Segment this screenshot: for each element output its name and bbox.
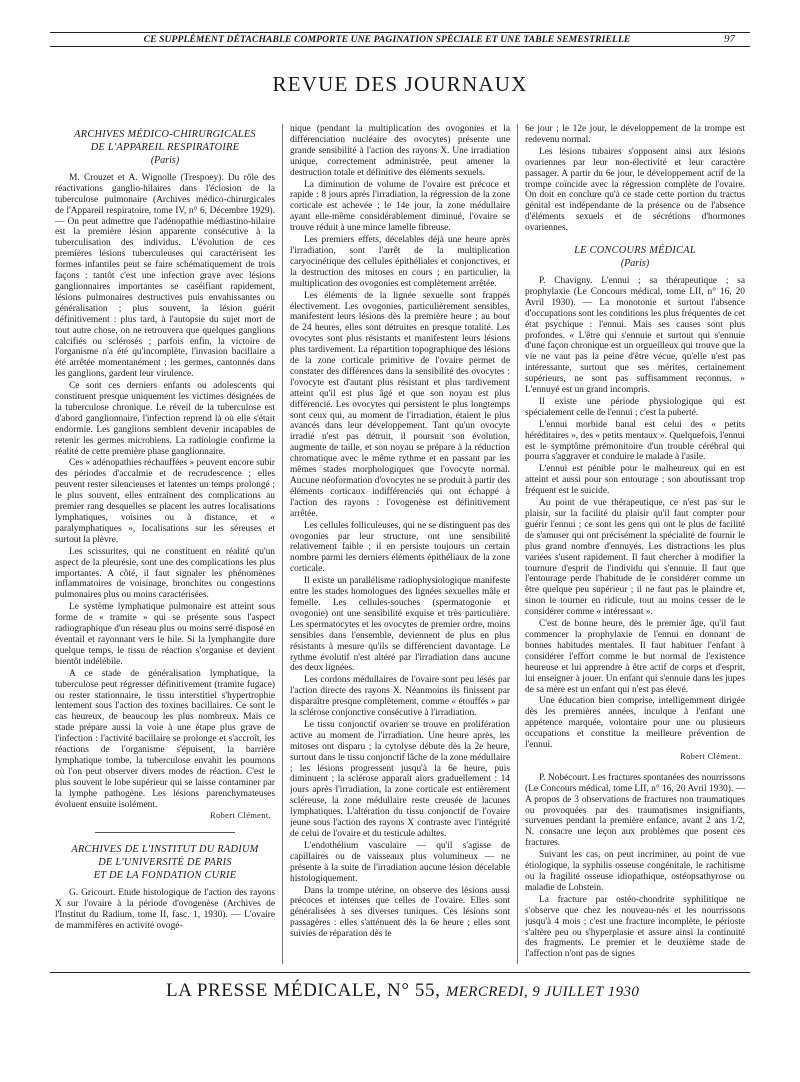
page-banner: CE SUPPLÉMENT DÉTACHABLE COMPORTE UNE PAGINATION SPÉCIALE ET UNE TABLE SEMESTRIELLE (143, 34, 631, 45)
paragraph: 6e jour ; le 12e jour, le développement de la trompe est redevenu normal. (525, 124, 745, 145)
paragraph: Il existe un parallélisme radiophysiologique manifeste entre les stades homologues des lignées sexuelles mâle et femelle. Les cellules-souches (spermatogonie et ovogonie) ont une sensibilité exquise et très particulière. Les spermatocytes et les ovocytes de premier ordre, moins sensibles dans l'ensemble, deviennent de plus en plus résistants à mesure qu'ils se différencient davantage. Le rythme évolutif n'est altéré par l'irradiation dans aucune des deux lignées. (290, 576, 510, 674)
paragraph: Les premiers effets, décelables déjà une heure après l'irradiation, sont l'arrêt de la multiplication caryocinétique des cellules épithéliales et conjonctives, et la destruction des mitoses en cours ; en particulier, la multiplication des ovogonies est complètement arrêtée. (290, 235, 510, 289)
journal-name: LA PRESSE MÉDICALE, N° 55, (166, 980, 441, 1001)
column-1 (55, 124, 275, 962)
journal-footer (166, 980, 639, 1002)
paragraph: Une éducation bien comprise, intelligemment dirigée dès les premières années, inculque à l'enfant une appétence marquée, volontaire pour une ou plusieurs occupations et constitue la meilleure prévention de l'ennui. (525, 696, 745, 751)
paragraph: Les éléments de la lignée sexuelle sont frappés électivement. Les ovogonies, particulièrement sensibles, manifestent leurs lésions dès la première heure ; au bout de 24 heures, elles sont détruites en presque totalité. Les ovocytes sont plus résistants et manifestent leurs lésions plus tardivement. La répartition topographique des lésions de la zone corticale primitive de l'ovaire permet de constater des différences dans la sensibilité des ovocytes : l'ovocyte est d'autant plus résistant et plus tardivement atteint qu'il est plus âgé et que son noyau est plus différencié. Les ovocytes qui persistent le plus longtemps sont ceux qui, au moment de l'irradiation, étaient le plus avancés dans leur développement. Tant qu'un ovocyte irradié n'est pas détruit, il poursuit son évolution, augmente de taille, et son noyau se prépare à la réduction chromatique avec le même rythme et en passant par les mêmes stades morphologiques que l'ovocyte normal. Aucune néoformation d'ovocytes ne se produit à partir des éléments corticaux indifférenciés qui ont échappé à l'action des rayons : l'ovogenèse est définitivement arrêtée. (290, 290, 510, 519)
section-title-line: ARCHIVES DE L'INSTITUT DU RADIUM (71, 844, 259, 856)
column-divider (517, 124, 518, 964)
section-title-line: DE L'UNIVERSITÉ DE PARIS (98, 857, 232, 869)
paragraph: L'endothélium vasculaire — qu'il s'agisse de capillaires ou de vaisseaux plus volumineux — ne présente à la suite de l'irradiation aucune lésion décelable histologiquement. (290, 840, 510, 884)
column-2 (290, 124, 510, 962)
section-separator (95, 832, 235, 833)
page-title: REVUE DES JOURNAUX (272, 72, 528, 96)
paragraph: Les scissurites, qui ne constituent en réalité qu'un aspect de la pleurésie, sont une des complications les plus importantes. A côté, il faut signaler les phénomènes inflammatoires de voisinage, bronchites ou congestions pulmonaires plus ou moins caractérisées. (55, 546, 275, 601)
paragraph: Les lésions tubaires s'opposent ainsi aux lésions ovariennes par leur non-électivité et leur caractère passager. A partir du 6e jour, le développement actif de la trompe coïncide avec la régression complète de l'ovaire. On doit en conclure qu'à ce stade cette portion du tractus génital est indépendante de la présence ou de l'absence d'éléments sexuels et de sécrétions d'hormones ovariennes. (525, 146, 745, 234)
header-rule-top (50, 32, 750, 33)
section-title-line: DE L'APPAREIL RESPIRATOIRE (90, 142, 240, 153)
paragraph: P. Nobécourt. Les fractures spontanées des nourrissons (Le Concours médical, tome LII, n° 16, 20 Avril 1930). — A propos de 3 observations de fractures non traumatiques ou provoquées par des traumatismes insignifiants, survenues pendant la première enfance, avant 2 ans 1/2, N. consacre une leçon aux problèmes que posent ces fractures. (525, 772, 745, 849)
paragraph: P. Chavigny. L'ennui ; sa thérapeutique ; sa prophylaxie (Le Concours médical, tome LII, n° 16, 20 Avril 1930). — La monotonie et surtout l'absence d'occupations sont les conditions les plus fréquentes de cet état psychique : l'ennui. Mais ses causes sont plus profondes. « L'être qui s'ennuie et surtout qui s'ennuie d'une façon chronique est un orgueilleux qui trouve que la vie ne vaut pas la peine d'être vécue, qu'elle n'est pas intéressante, surtout que ses mérites, certainement supérieurs, ne sont pas suffisamment reconnus. » L'ennuyé est un grand incompris. (525, 275, 745, 396)
section-title: LE CONCOURS MÉDICAL (574, 245, 696, 257)
paragraph: C'est de bonne heure, dès le premier âge, qu'il faut commencer la prophylaxie de l'ennui en donnant de bonnes habitudes mentales. Il faut habituer l'enfant à considérer l'effort comme le but normal de l'existence heureuse et lui apprendre à être actif de corps et d'esprit, lui enseigner à jouer. Un enfant qui s'ennuie dans les jupes de sa mère est un enfant qui n'est pas élevé. (525, 619, 745, 695)
column-divider (282, 124, 283, 964)
signature: Robert Clément. (210, 811, 271, 821)
paragraph: G. Gricourt. Etude histologique de l'action des rayons X sur l'ovaire à la période d'ovogenèse (Archives de l'Institut du Radium, tome II, fasc. 1, 1930). — L'ovaire de mammifères en activité ovogé- (55, 888, 275, 932)
issue-date: MERCREDI, 9 JUILLET 1930 (445, 984, 640, 1000)
section-city: (Paris) (620, 258, 650, 270)
page-number: 97 (724, 33, 735, 45)
paragraph: L'ennui est pénible pour le malheureux qui en est atteint et aussi pour son entourage ; son aboutissant trop fréquent est le suicide. (525, 464, 745, 497)
paragraph: Le tissu conjonctif ovarien se trouve en prolifération active au moment de l'irradiation. Une heure après, les mitoses ont disparu ; la cytolyse débute dès la 2e heure, surtout dans le tissu conjonctif lâche de la zone médullaire ; les lésions progressent jusqu'à la 6e heure, puis diminuent ; la sclérose apparaît alors graduellement : 14 jours après l'irradiation, la zone corticale est entièrement scléreuse, la zone médullaire reste creusée de lacunes lymphatiques. L'altération du tissu conjonctif de l'ovaire jeune sous l'action des rayons X contraste avec l'intégrité de celui de l'ovaire et du testicule adultes. (290, 719, 510, 839)
paragraph: L'ennui morbide banal est celui des « petits héréditaires », des « petits mentaux ». Quelquefois, l'ennui est le symptôme prémonitoire d'un trouble cérébral qui pourra s'aggraver et conduire le malade à l'asile. (525, 419, 745, 463)
paragraph: A ce stade de généralisation lymphatique, la tuberculose peut régresser définitivement (tramite fugace) ou rester stationnaire, le tissu interstitiel s'hypertrophie lentement sous l'action des toxines bacillaires. Ce sont le cas heureux, de beaucoup les plus nombreux. Mais ce stade prépare aussi la voie à une étape plus grave de l'infection : l'activité bacillaire se prolonge et s'accroît, les réactions de l'organisme s'épuisent, la barrière lymphatique tombe, la tuberculose envahit les poumons où l'on peut observer divers modes de réaction. C'est le plus souvent le lobe supérieur qui se laisse contaminer par la lymphe pathogène. Les lésions parenchymateuses évoluent ensuite isolément. (55, 668, 275, 810)
section-title-line: ARCHIVES MÉDICO-CHIRURGICALES (74, 129, 256, 140)
paragraph: Le système lymphatique pulmonaire est atteint sous forme de « tramite » qui se présente sous l'aspect radiographique d'un réseau plus ou moins serré disposé en éventail et rayonnant vers le hile. Si la lymphangite dure quelque temps, le tissu de réaction s'organise et devient bientôt indélébile. (55, 602, 275, 667)
paragraph: Les cordons médullaires de l'ovaire sont peu lésés par l'action directe des rayons X. Néanmoins ils finissent par disparaître presque complètement, comme « étouffés » par la sclérose conjonctive consécutive à l'irradiation. (290, 675, 510, 719)
paragraph: M. Crouzet et A. Wignolle (Trespoey). Du rôle des réactivations ganglio-hilaires dans l'éclosion de la tuberculose pulmonaire (Archives médico-chirurgicales de l'Appareil respiratoire, tome IV, n° 6, Décembre 1929). — On peut admettre que l'adénopathie médiastino-hilaire est la première lésion apparente consécutive à la tuberculisation des individus. L'évolution de ces premières lésions tuberculeuses qui caractérisent les formes infantiles peut se faire schématiquement de trois façons : tantôt c'est une infection grave avec lésions ganglionnaires importantes se caséifiant rapidement, lésions pulmonaires destructives puis envahissantes ou généralisation ; plus souvent, la lésion guérit définitivement : plus tard, à l'autopsie du sujet mort de tout autre chose, on ne retrouvera que quelques ganglions calcifiés ou sclérosés ; parfois enfin, la victoire de l'organisme n'a été qu'incomplète, l'invasion bacillaire a été arrêtée momentanément ; les germes, cantonnés dans les ganglions, gardent leur virulence. (55, 172, 275, 380)
section-title-line: ET DE LA FONDATION CURIE (93, 870, 237, 882)
paragraph: La diminution de volume de l'ovaire est précoce et rapide : 8 jours après l'irradiation, la régression de la zone corticale est achevée ; le 14e jour, la zone médullaire ayant elle-même considérablement diminué, l'ovaire se trouve réduit à une mince lamelle fibreuse. (290, 179, 510, 234)
paragraph: nique (pendant la multiplication des ovogonies et la différenciation nucléaire des ovocytes) présente une grande sensibilité à l'action des rayons X. Une irradiation unique, correctement administrée, peut amener la destruction totale et définitive des éléments sexuels. (290, 124, 510, 178)
header-rule-bottom (50, 46, 750, 47)
footer-rule (50, 972, 750, 973)
paragraph: Les cellules folliculeuses, qui ne se distinguent pas des ovogonies par leur structure, ont une sensibilité relativement faible ; il en persiste toujours un certain nombre parmi les derniers éléments épithéliaux de la zone corticale. (290, 520, 510, 575)
paragraph: Dans la trompe utérine, on observe des lésions aussi précoces et intenses que celles de l'ovaire. Elles sont généralisées à ses diverses tuniques. Ces lésions sont passagères : elles s'atténuent dès la 6e heure ; elles sont suivies de réparation dès le (290, 885, 510, 940)
paragraph: Au point de vue thérapeutique, ce n'est pas sur le plaisir, sur la facilité du plaisir qu'il faut compter pour guérir l'ennui ; ce sont les gens qui ont le plus de facilité de s'amuser qui ont précisément la spécialité de fournir le plus grand nombre d'ennuyés. Les distractions les plus variées s'usent rapidement. Il faut chercher à modifier la tournure d'esprit de l'individu qui s'ennuie. Il faut que l'entourage perde l'habitude de le considérer comme un être quelque peu supérieur ; il ne faut pas le plaindre et, sinon le tourner en ridicule, tout au moins cesser de le considérer comme « intéressant ». (525, 498, 745, 618)
section-city: (Paris) (150, 155, 180, 166)
paragraph: Ces « adénopathies réchauffées » peuvent encore subir des périodes d'accalmie et de recrudescence ; elles peuvent rester silencieuses et latentes un temps prolongé ; le plus souvent, elles entraînent des complications au premier rang desquelles se placent les autres localisations lymphatiques, voisines ou à distance, et « paralymphatiques », localisations sur les séreuses et surtout la plèvre. (55, 458, 275, 545)
paragraph: Il existe une période physiologique qui est spécialement celle de l'ennui ; c'est la puberté. (525, 396, 745, 418)
section-title (55, 843, 275, 882)
section-title (55, 128, 275, 154)
column-3 (525, 124, 745, 962)
paragraph: Suivant les cas, on peut incriminer, au point de vue étiologique, la syphilis osseuse congénitale, le rachitisme ou la fragilité osseuse idiopathique, ostéopsathyrose ou maladie de Lobstein. (525, 850, 745, 893)
signature: Robert Clément. (680, 751, 741, 761)
paragraph: La fracture par ostéo-chondrite syphilitique ne s'observe que chez les nouveau-nés et les nourrissons jusqu'à 4 mois ; c'est une fracture incomplète, le périoste s'altère peu ou s'hyperplasie et assure ainsi la continuité des fragments. Le premier et le deuxième stade de l'affection n'ont pas de signes (525, 894, 745, 960)
paragraph: Ce sont ces derniers enfants ou adolescents qui constituent presque uniquement les victimes désignées de la tuberculose chronique. Le réveil de la tuberculose est d'abord ganglionnaire, l'infection reprend là où elle s'était endormie. Les ganglions semblent devenir incapables de retenir les germes microbiens. La radiologie confirme la réalité de cette première phase ganglionnaire. (55, 381, 275, 457)
